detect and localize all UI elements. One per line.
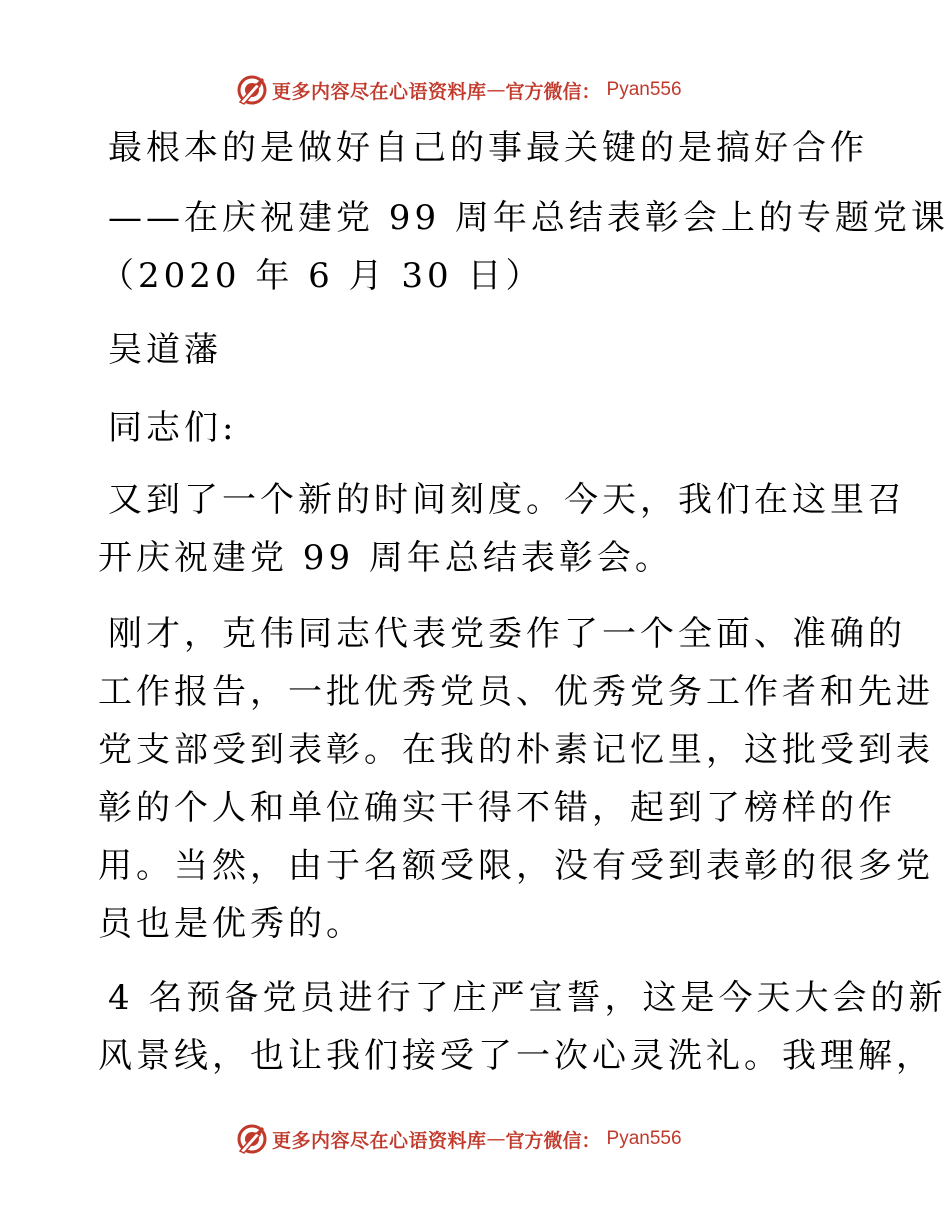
document-title: 最根本的是做好自己的事最关键的是搞好合作 (108, 128, 868, 168)
watermark-dash: — (486, 1128, 506, 1150)
paragraph-2-line-6: 员也是优秀的。 (98, 904, 364, 944)
pen-logo-icon (236, 1123, 268, 1155)
document-subtitle: ——在庆祝建党 99 周年总结表彰会上的专题党课 (108, 198, 949, 238)
watermark-header (236, 72, 756, 108)
pen-logo-icon (236, 74, 268, 106)
document-date: （2020 年 6 月 30 日） (100, 256, 544, 296)
paragraph-1-line-2: 开庆祝建党 99 周年总结表彰会。 (98, 538, 673, 578)
paragraph-1-line-1: 又到了一个新的时间刻度。今天，我们在这里召 (108, 480, 906, 520)
document-salutation: 同志们: (108, 408, 238, 448)
paragraph-3-line-1: 4 名预备党员进行了庄严宣誓，这是今天大会的新 (108, 978, 947, 1018)
paragraph-2-line-1: 刚才，克伟同志代表党委作了一个全面、准确的 (108, 614, 906, 654)
watermark-dash: — (486, 79, 506, 101)
paragraph-2-line-2: 工作报告，一批优秀党员、优秀党务工作者和先进 (98, 672, 934, 712)
watermark-text: 更多内容尽在心语资料库 (272, 1129, 487, 1152)
document-author: 吴道藩 (108, 330, 222, 370)
watermark-footer (236, 1121, 756, 1157)
watermark-text: 更多内容尽在心语资料库 (272, 80, 487, 103)
watermark-label: 官方微信： (505, 80, 601, 103)
paragraph-2-line-5: 用。当然，由于名额受限，没有受到表彰的很多党 (98, 846, 934, 886)
watermark-label: 官方微信： (505, 1129, 601, 1152)
watermark-handle: Pyan556 (606, 79, 682, 100)
paragraph-2-line-3: 党支部受到表彰。在我的朴素记忆里，这批受到表 (98, 730, 934, 770)
watermark-handle: Pyan556 (606, 1128, 682, 1149)
paragraph-3-line-2: 风景线，也让我们接受了一次心灵洗礼。我理解， (98, 1036, 934, 1076)
paragraph-2-line-4: 彰的个人和单位确实干得不错，起到了榜样的作 (98, 788, 896, 828)
